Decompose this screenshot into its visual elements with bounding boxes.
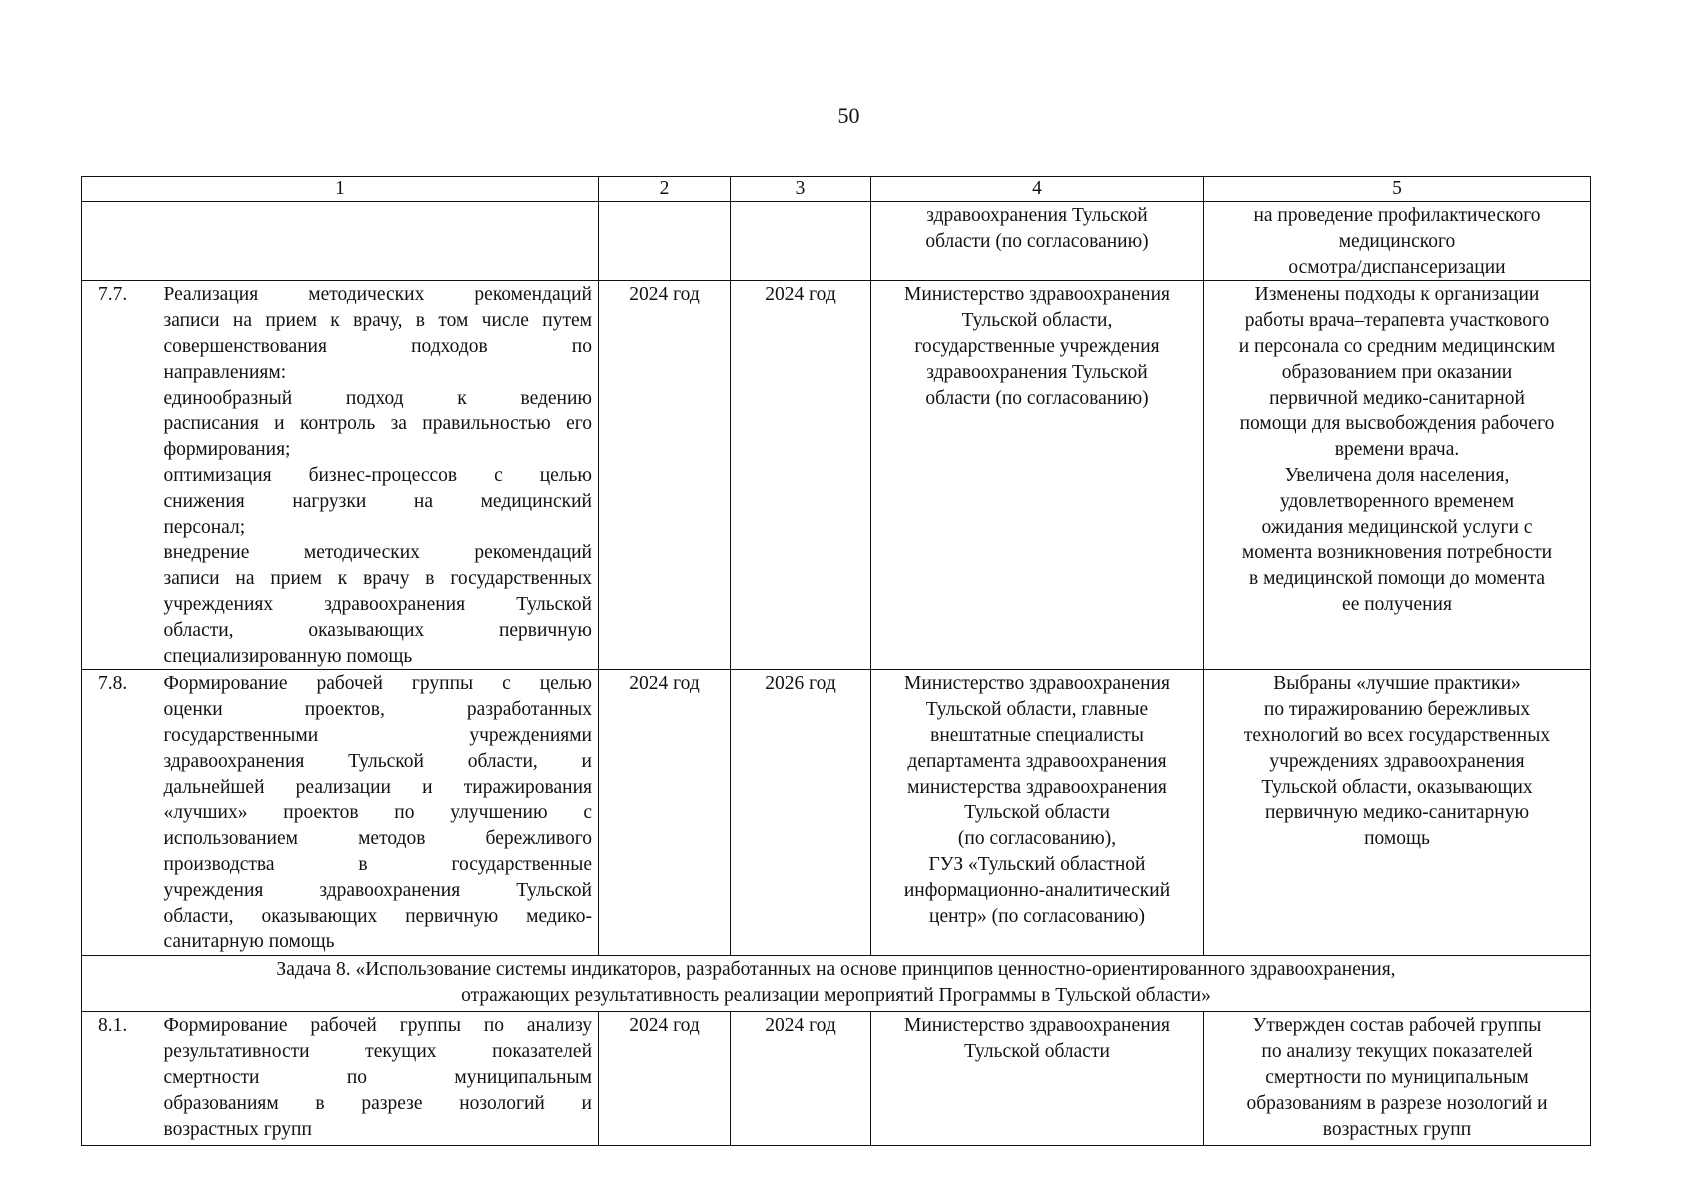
text-line: учреждениях здравоохранения Тульской (163, 593, 592, 615)
continuation-end-cell (731, 202, 871, 281)
text-line: в медицинской помощи до момента (1248, 568, 1546, 590)
table-row (82, 1012, 1591, 1146)
text-line: работы врача–терапевта участкового (1244, 310, 1550, 332)
text-line: центр» (по согласованию) (929, 905, 1145, 927)
continuation-result-cell (1204, 202, 1591, 281)
text-line: Формирование рабочей группы по анализу (163, 1015, 592, 1037)
row-number: 7.8. (82, 670, 162, 956)
text-line: Министерство здравоохранения (904, 1015, 1170, 1037)
text-line: Увеличена доля населения, (1284, 464, 1510, 486)
row-end-year: 2026 год (731, 670, 871, 956)
text-line: здравоохранения Тульской (926, 205, 1148, 226)
text-line: по тиражированию бережливых (1263, 699, 1531, 721)
page-number: 50 (837, 103, 860, 128)
text-line: записи на прием к врачу, в том числе путем (163, 310, 592, 332)
continuation-desc-cell (82, 202, 599, 281)
text-line: министерства здравоохранения (907, 776, 1167, 798)
text-line: Тульской области (964, 802, 1110, 824)
text-line: внештатные специалисты (930, 724, 1144, 746)
text-line: формирования; (163, 439, 291, 461)
text-line: Тульской области, оказывающих (1261, 776, 1533, 798)
text-line: внедрение методических рекомендаций (163, 542, 592, 564)
text-line: технологий во всех государственных (1243, 724, 1551, 746)
text-line: и персонала со средним медицинским (1238, 335, 1556, 357)
row-result (1204, 281, 1591, 670)
text-line: расписания и контроль за правильностью его (163, 413, 592, 435)
text-line: на проведение профилактического (1253, 205, 1541, 226)
text-line: Формирование рабочей группы с целью (163, 673, 592, 695)
text-line: здравоохранения Тульской области, и (163, 750, 592, 772)
text-line: снижения нагрузки на медицинский (163, 490, 592, 512)
text-line: дальнейшей реализации и тиражирования (163, 776, 592, 798)
text-line: Тульской области, (961, 310, 1113, 332)
text-line: Реализация методических рекомендаций (163, 284, 592, 306)
row-end-year: 2024 год (731, 281, 871, 670)
text-line: оценки проектов, разработанных (163, 699, 592, 721)
text-line: «лучших» проектов по улучшению с (163, 802, 592, 824)
text-line: первичной медико-санитарной (1269, 387, 1525, 409)
text-line: персонал; (163, 516, 246, 538)
row-description (162, 670, 599, 956)
text-line: помощи для высвобождения рабочего (1239, 413, 1555, 435)
text-line: Тульской области, главные (925, 699, 1149, 721)
text-line: Задача 8. «Использование системы индикаторов, разработанных на основе принципов ценностно-ориентированного здравоохранения, (276, 959, 1396, 981)
text-line: образованиям в разрезе нозологий и (1246, 1092, 1548, 1114)
text-line: использованием методов бережливого (163, 828, 592, 850)
text-line: Выбраны «лучшие практики» (1273, 673, 1521, 695)
text-line: санитарную помощь (163, 931, 335, 953)
table-row (82, 670, 1591, 956)
header-col-2: 2 (599, 177, 731, 202)
row-start-year: 2024 год (599, 281, 731, 670)
text-line: по анализу текущих показателей (1261, 1041, 1533, 1063)
text-line: оптимизация бизнес-процессов с целью (163, 464, 592, 486)
header-col-3: 3 (731, 177, 871, 202)
task-heading (82, 956, 1591, 1012)
text-line: возрастных групп (163, 1118, 312, 1140)
text-line: области, оказывающих первичную (163, 619, 592, 641)
text-line: учреждениях здравоохранения (1269, 750, 1525, 772)
text-line: ГУЗ «Тульский областной (928, 853, 1146, 875)
text-line: момента возникновения потребности (1241, 542, 1553, 564)
text-line: Тульской области (964, 1041, 1110, 1063)
text-line: отражающих результативность реализации мероприятий Программы в Тульской области» (461, 985, 1211, 1007)
text-line: департамента здравоохранения (907, 750, 1167, 772)
header-col-5: 5 (1204, 177, 1591, 202)
header-col-4: 4 (871, 177, 1204, 202)
text-line: результативности текущих показателей (163, 1041, 592, 1063)
text-line: помощь (1364, 828, 1430, 850)
row-number: 7.7. (82, 281, 162, 670)
text-line: специализированную помощь (163, 645, 413, 667)
text-line: Министерство здравоохранения (904, 284, 1170, 306)
text-line: здравоохранения Тульской (926, 361, 1148, 383)
text-line: направлениям: (163, 361, 287, 383)
text-line: области, оказывающих первичную медико- (163, 905, 592, 927)
text-line: смертности по муниципальным (163, 1066, 592, 1088)
text-line: области (по согласованию) (925, 387, 1149, 409)
text-line: Изменены подходы к организации (1254, 284, 1540, 306)
row-number: 8.1. (82, 1012, 162, 1146)
text-line: (по согласованию), (957, 828, 1117, 850)
row-result (1204, 1012, 1591, 1146)
continuation-start-cell (599, 202, 731, 281)
text-line: учреждения здравоохранения Тульской (163, 879, 592, 901)
table-row (82, 281, 1591, 670)
text-line: записи на прием к врачу в государственных (163, 568, 592, 590)
text-line: единообразный подход к ведению (163, 387, 592, 409)
task-row (82, 956, 1591, 1012)
text-line: осмотра/диспансеризации (1288, 256, 1506, 278)
text-line: области (по согласованию) (925, 230, 1149, 252)
continuation-row (82, 202, 1591, 281)
header-col-1: 1 (82, 177, 599, 202)
row-description (162, 1012, 599, 1146)
text-line: возрастных групп (1322, 1118, 1472, 1140)
text-line: медицинского (1338, 230, 1456, 252)
text-line: образованием при оказании (1281, 361, 1513, 383)
text-line: первичную медико-санитарную (1264, 802, 1530, 824)
text-line: государственными учреждениями (163, 724, 592, 746)
text-line: ее получения (1342, 593, 1452, 615)
row-result (1204, 670, 1591, 956)
text-line: смертности по муниципальным (1265, 1066, 1529, 1088)
text-line: совершенствования подходов по (163, 335, 592, 357)
text-line: времени врача. (1334, 439, 1460, 461)
row-responsible (871, 281, 1204, 670)
text-line: государственные учреждения (914, 335, 1160, 357)
row-end-year: 2024 год (731, 1012, 871, 1146)
row-responsible (871, 670, 1204, 956)
text-line: информационно-аналитический (903, 879, 1171, 901)
row-start-year: 2024 год (599, 1012, 731, 1146)
text-line: производства в государственные (163, 853, 592, 875)
text-line: Утвержден состав рабочей группы (1252, 1015, 1542, 1037)
text-line: Министерство здравоохранения (904, 673, 1170, 695)
row-description (162, 281, 599, 670)
row-responsible (871, 1012, 1204, 1146)
row-start-year: 2024 год (599, 670, 731, 956)
plan-table (81, 176, 1591, 1146)
continuation-responsible-cell (871, 202, 1204, 281)
table-header-row (82, 177, 1591, 202)
text-line: образованиям в разрезе нозологий и (163, 1092, 592, 1114)
text-line: удовлетворенного временем (1279, 490, 1515, 512)
text-line: ожидания медицинской услуги с (1261, 516, 1533, 538)
